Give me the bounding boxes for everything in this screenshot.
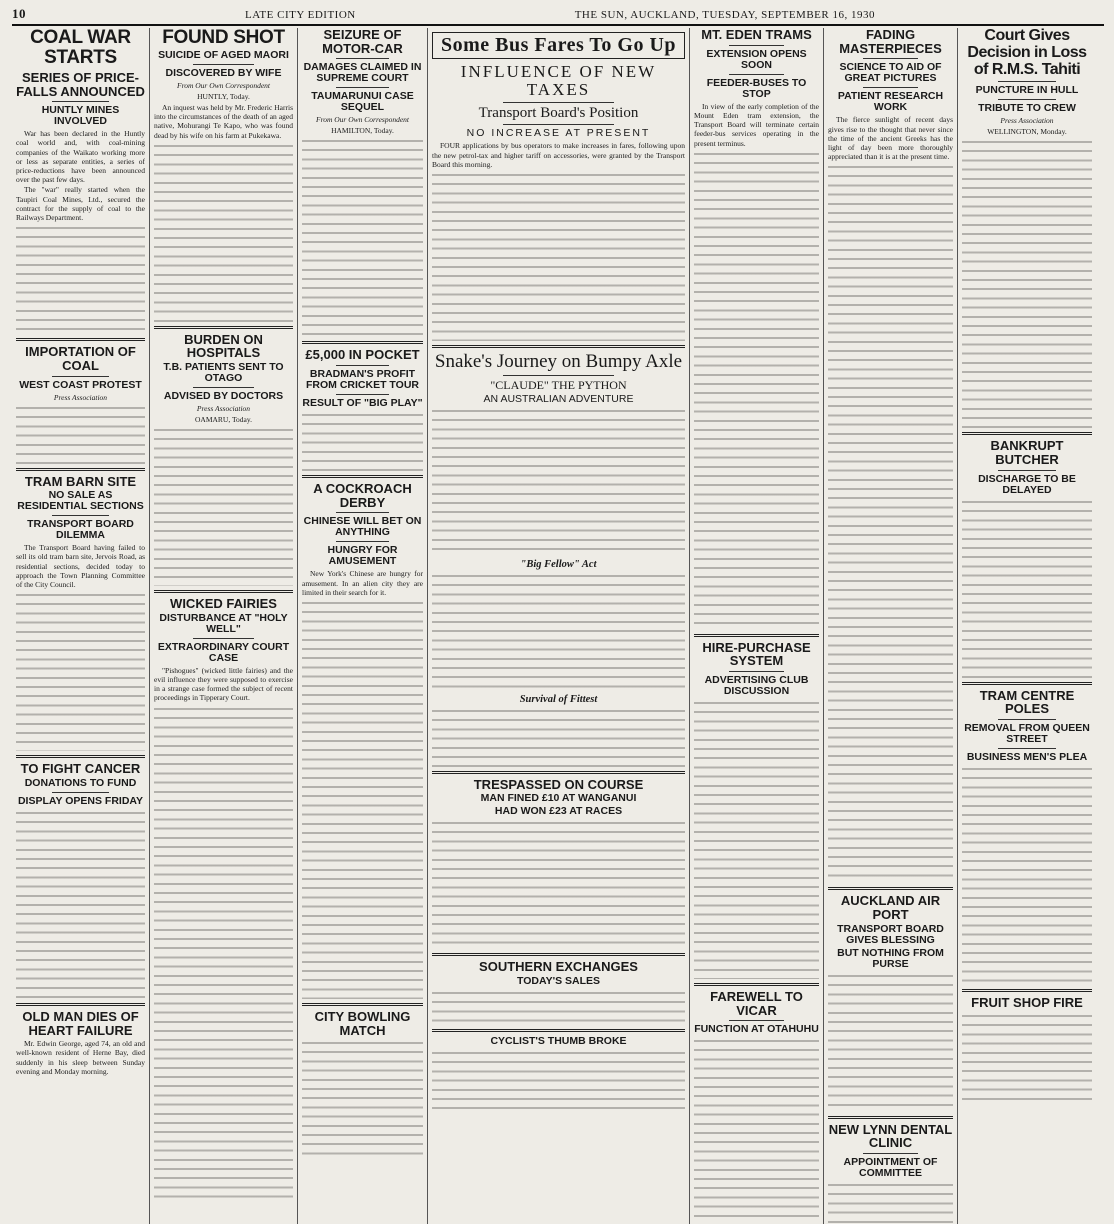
headline-fading-masterpieces: FADING MASTERPIECES <box>839 28 942 56</box>
paper-dateline: THE SUN, AUCKLAND, TUESDAY, SEPTEMBER 16, 1930 <box>574 9 875 21</box>
subhead: "CLAUDE" THE PYTHON <box>490 378 627 392</box>
subhead: DISPLAY OPENS FRIDAY <box>17 794 144 807</box>
subhead: PATIENT RESEARCH WORK <box>837 90 944 114</box>
headline-coal-war: COAL WAR STARTS <box>30 28 131 68</box>
headline-found-shot: FOUND SHOT <box>162 28 285 48</box>
article-text: The "war" really started when the Taupiri Coal Mines, Ltd., secured the contract for the supply of coal to the Railways Department. <box>16 185 145 223</box>
article-text: FOUR applications by bus operators to make increases in fares, following upon the new petrol-tax and higher tariff on accessories, were granted by the Transport Board this morning. <box>432 141 685 169</box>
subhead: TRIBUTE TO CREW <box>978 102 1076 115</box>
article-text: The fierce sunlight of recent days gives rise to the thought that never since the time of the ancient Greeks has the light of day been more thoroughly appreciated than it is at the present time. <box>828 115 953 162</box>
edition-label: LATE CITY EDITION <box>244 9 356 21</box>
subhead: DAMAGES CLAIMED IN SUPREME COURT <box>303 61 422 85</box>
banner-bus-fares: Some Bus Fares To Go Up <box>432 32 685 59</box>
subhead: NO INCREASE AT PRESENT <box>466 127 651 140</box>
column-5 <box>690 28 824 1224</box>
subhead: DISCOVERED BY WIFE <box>165 66 282 79</box>
subhead: PUNCTURE IN HULL <box>975 84 1079 97</box>
headline-old-man-dies: OLD MAN DIES OF HEART FAILURE <box>22 1008 139 1038</box>
subhead: ADVISED BY DOCTORS <box>163 390 284 403</box>
headline-bankrupt-butcher: BANKRUPT BUTCHER <box>990 438 1064 468</box>
subhead: RESULT OF "BIG PLAY" <box>302 397 423 410</box>
subhead: WEST COAST PROTEST <box>19 378 142 391</box>
subhead: Transport Board's Position <box>478 104 639 121</box>
subhead: BRADMAN'S PROFIT FROM CRICKET TOUR <box>306 367 419 391</box>
subhead: SUICIDE OF AGED MAORI <box>158 48 289 61</box>
subhead: MAN FINED £10 AT WANGANUI <box>480 792 637 805</box>
column-1 <box>12 28 150 1224</box>
column-7 <box>958 28 1096 1224</box>
page-number: 10 <box>12 6 26 21</box>
place: OAMARU, Today. <box>195 415 252 425</box>
crosshead: "Big Fellow" Act <box>520 558 597 570</box>
subhead: BUT NOTHING FROM PURSE <box>837 946 944 970</box>
subhead: EXTRAORDINARY COURT CASE <box>157 640 290 664</box>
subhead: EXTENSION OPENS SOON <box>706 47 807 71</box>
subhead: CHINESE WILL BET ON ANYTHING <box>303 515 422 539</box>
crosshead: Survival of Fittest <box>519 693 598 705</box>
subhead: REMOVAL FROM QUEEN STREET <box>964 722 1090 746</box>
subhead: FEEDER-BUSES TO STOP <box>706 76 807 100</box>
subhead: APPOINTMENT OF COMMITTEE <box>843 1155 938 1179</box>
headline-snakes-journey: Snake's Journey on Bumpy Axle <box>434 351 683 373</box>
subhead: SERIES OF PRICE-FALLS ANNOUNCED <box>16 69 145 99</box>
article-text: New York's Chinese are hungry for amusement. In an alien city they are limited in their search for it. <box>302 569 423 597</box>
headline-new-lynn-dental: NEW LYNN DENTAL CLINIC <box>828 1121 953 1151</box>
headline-fight-cancer: TO FIGHT CANCER <box>20 761 141 777</box>
headline-cockroach-derby: A COCKROACH DERBY <box>313 481 412 510</box>
headline-farewell-vicar: FAREWELL TO VICAR <box>710 989 803 1018</box>
headline-cyclist-thumb: CYCLIST'S THUMB BROKE <box>490 1034 627 1047</box>
article-text: The Transport Board having failed to sell its old tram barn site, Jervois Road, as residential sections, decided today to approach the Town Planning Committee of the City Council. <box>16 543 145 590</box>
subhead: T.B. PATIENTS SENT TO OTAGO <box>163 361 284 385</box>
headline-5000-pocket: £5,000 IN POCKET <box>305 347 420 363</box>
subhead: TRANSPORT BOARD DILEMMA <box>27 518 134 542</box>
headline-hire-purchase: HIRE-PURCHASE SYSTEM <box>702 639 811 669</box>
headline-fruit-shop-fire: FRUIT SHOP FIRE <box>971 995 1083 1011</box>
dateline: From Our Own Correspondent <box>316 115 409 125</box>
subhead: ADVERTISING CLUB DISCUSSION <box>704 674 809 698</box>
column-2 <box>150 28 298 1224</box>
subhead: DISTURBANCE AT "HOLY WELL" <box>159 611 288 635</box>
dateline: Press Association <box>53 392 108 402</box>
headline-trespassed: TRESPASSED ON COURSE <box>473 776 644 792</box>
headline-mt-eden-trams: MT. EDEN TRAMS <box>701 28 812 42</box>
subhead: FUNCTION AT OTAHUHU <box>694 1023 819 1036</box>
article-text: "Pishogues" (wicked little fairies) and the evil influence they were supposed to exercise in a strange case formed the subject of recent proceedings in Tipperary Court. <box>154 665 293 703</box>
subhead: AN AUSTRALIAN ADVENTURE <box>483 392 634 405</box>
subhead: HUNTLY MINES INVOLVED <box>41 104 120 128</box>
column-3 <box>298 28 428 1224</box>
subhead: TRANSPORT BOARD GIVES BLESSING <box>837 922 944 946</box>
subhead: NO SALE AS RESIDENTIAL SECTIONS <box>17 489 144 513</box>
subhead: HAD WON £23 AT RACES <box>494 805 623 818</box>
dateline: From Our Own Correspondent <box>177 80 270 90</box>
headline-tahiti-decision: Court Gives Decision in Loss of R.M.S. Tahiti <box>967 28 1087 78</box>
subhead: TAUMARUNUI CASE SEQUEL <box>311 90 414 114</box>
masthead <box>12 6 1104 26</box>
article-text: In view of the early completion of the Mount Eden tram extension, the Transport Board will terminate certain feeder-bus services operating in the present terminus. <box>694 101 819 148</box>
subhead: BUSINESS MEN'S PLEA <box>966 751 1088 764</box>
dateline: Press Association <box>1000 116 1054 126</box>
headline-seizure-motor-car: SEIZURE OF MOTOR-CAR <box>322 28 403 56</box>
subhead: HUNGRY FOR AMUSEMENT <box>327 544 398 568</box>
place: HUNTLY, Today. <box>197 91 250 101</box>
headline-city-bowling: CITY BOWLING MATCH <box>314 1008 411 1038</box>
headline-southern-exchanges: SOUTHERN EXCHANGES <box>479 959 638 975</box>
subhead: DONATIONS TO FUND <box>24 776 137 789</box>
place: HAMILTON, Today. <box>331 126 394 136</box>
headline-tram-barn: TRAM BARN SITE <box>24 473 137 489</box>
article-text: An inquest was held by Mr. Frederic Harris into the circumstances of the death of an aged native, Mohurangi Te Kapo, who was found dead by his wife on his farm at Pukekawa. <box>154 102 293 140</box>
place: WELLINGTON, Monday. <box>987 127 1067 137</box>
headline-burden-hospitals: BURDEN ON HOSPITALS <box>184 331 263 361</box>
headline-auckland-air-port: AUCKLAND AIR PORT <box>840 893 941 922</box>
headline-wicked-fairies: WICKED FAIRIES <box>170 596 277 612</box>
subhead: DISCHARGE TO BE DELAYED <box>978 472 1076 496</box>
dateline: Press Association <box>196 404 251 414</box>
column-6 <box>824 28 958 1224</box>
headline-tram-centre-poles: TRAM CENTRE POLES <box>979 687 1075 717</box>
article-text: Mr. Edwin George, aged 74, an old and well-known resident of Herne Bay, died suddenly in his sleep between Sunday evening and Monday morning. <box>16 1039 145 1076</box>
column-4 <box>428 28 690 1224</box>
subhead: SCIENCE TO AID OF GREAT PICTURES <box>839 61 942 85</box>
article-text: War has been declared in the Huntly coal world and, with coal-mining companies of the Waikato working more or less as separate entities, a series of price-reductions have been announced over the past few days. <box>16 129 145 185</box>
headline-new-taxes: INFLUENCE OF NEW TAXES <box>460 62 657 99</box>
headline-importation-coal: IMPORTATION OF COAL <box>25 344 136 373</box>
subhead: TODAY'S SALES <box>516 974 601 987</box>
